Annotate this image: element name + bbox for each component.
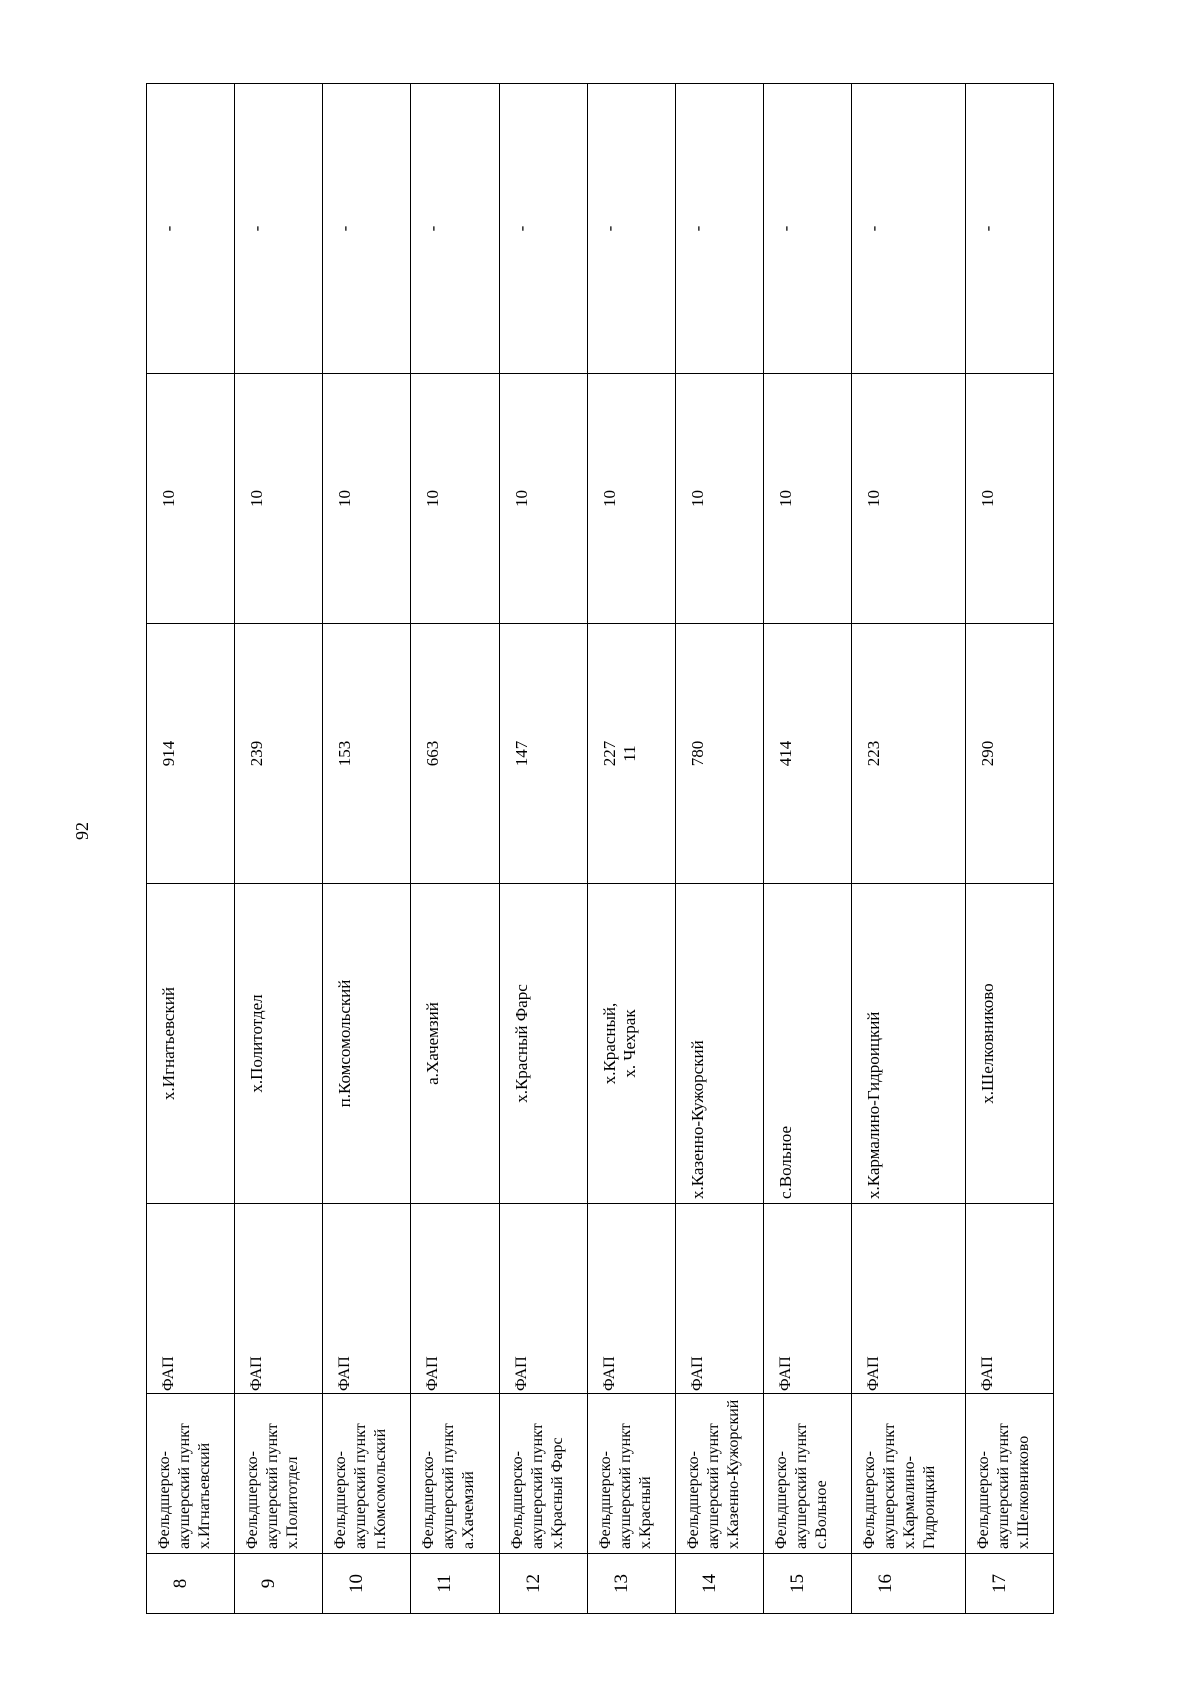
extra-value: - xyxy=(965,84,1053,374)
facility-type: ФАП xyxy=(235,1204,323,1394)
facilities-table-wrapper xyxy=(146,84,1054,1614)
population xyxy=(499,624,587,884)
locality-line-1: х.Красный Фарс xyxy=(511,984,531,1103)
locality xyxy=(499,884,587,1204)
population-value: 290 xyxy=(977,740,997,767)
facility-name: Фельдшерско-акушерский пункт х.Красный xyxy=(587,1394,675,1554)
facility-type: ФАП xyxy=(411,1204,499,1394)
distance: 10 xyxy=(587,374,675,624)
locality-line-1: х.Игнатьевский xyxy=(159,987,178,1100)
distance: 10 xyxy=(675,374,763,624)
facility-name: Фельдшерско-акушерский пункт с.Вольное xyxy=(763,1394,851,1554)
locality xyxy=(965,884,1053,1204)
distance: 10 xyxy=(323,374,411,624)
distance: 10 xyxy=(235,374,323,624)
locality-line-1: х.Красный, xyxy=(599,1002,619,1085)
locality-line-1: х.Кармалино-Гидроицкий xyxy=(864,1011,884,1199)
locality-line-1: х.Шелковниково xyxy=(977,983,997,1104)
distance: 10 xyxy=(763,374,851,624)
row-number: 9 xyxy=(235,1554,323,1614)
population-value: 223 xyxy=(864,740,884,767)
table-row xyxy=(675,84,763,1614)
population xyxy=(675,624,763,884)
table-row xyxy=(965,84,1053,1614)
population-value: 227 xyxy=(599,740,619,767)
page-number: 92 xyxy=(72,822,92,840)
population xyxy=(852,624,966,884)
row-number: 13 xyxy=(587,1554,675,1614)
extra-value: - xyxy=(587,84,675,374)
table-row xyxy=(763,84,851,1614)
distance: 10 xyxy=(147,374,235,624)
locality xyxy=(323,884,411,1204)
facility-type: ФАП xyxy=(852,1204,966,1394)
table-row xyxy=(147,84,235,1614)
table-row xyxy=(323,84,411,1614)
population xyxy=(965,624,1053,884)
row-number: 14 xyxy=(675,1554,763,1614)
facility-type: ФАП xyxy=(323,1204,411,1394)
locality xyxy=(411,884,499,1204)
row-number: 15 xyxy=(763,1554,851,1614)
extra-value: - xyxy=(499,84,587,374)
locality-line-1: х.Казенно-Кужорский xyxy=(687,1040,707,1199)
population-value: 414 xyxy=(775,740,795,767)
population xyxy=(323,624,411,884)
locality-line-1: х.Политотдел xyxy=(247,994,267,1093)
extra-value: - xyxy=(763,84,851,374)
facility-name: Фельдшерско-акушерский пункт х.Красный Фарс xyxy=(499,1394,587,1554)
locality xyxy=(147,884,235,1204)
extra-value: - xyxy=(147,84,235,374)
locality-line-1: п.Комсомольский xyxy=(335,979,355,1108)
distance: 10 xyxy=(499,374,587,624)
locality-line-1: а.Хачемзий xyxy=(423,1002,443,1085)
facilities-table xyxy=(146,83,1054,1614)
distance: 10 xyxy=(852,374,966,624)
row-number: 11 xyxy=(411,1554,499,1614)
extra-value: - xyxy=(852,84,966,374)
facility-type: ФАП xyxy=(499,1204,587,1394)
facility-name: Фельдшерско-акушерский пункт п.Комсомольский xyxy=(323,1394,411,1554)
extra-value: - xyxy=(411,84,499,374)
locality-line-2: х. Чехрак xyxy=(619,1009,639,1078)
extra-value: - xyxy=(235,84,323,374)
extra-value: - xyxy=(323,84,411,374)
facility-name: Фельдшерско-акушерский пункт х.Политотдел xyxy=(235,1394,323,1554)
population xyxy=(235,624,323,884)
locality xyxy=(675,884,763,1204)
row-number: 8 xyxy=(147,1554,235,1614)
facility-name: Фельдшерско-акушерский пункт х.Шелковниково xyxy=(965,1394,1053,1554)
population-value: 147 xyxy=(511,740,531,767)
population xyxy=(147,624,235,884)
table-row xyxy=(499,84,587,1614)
distance: 10 xyxy=(965,374,1053,624)
distance: 10 xyxy=(411,374,499,624)
facility-name: Фельдшерско-акушерский пункт х.Кармалино-Гидроицкий xyxy=(852,1394,966,1554)
facility-type: ФАП xyxy=(675,1204,763,1394)
population-value: 663 xyxy=(423,740,443,767)
population xyxy=(763,624,851,884)
locality xyxy=(763,884,851,1204)
table-row xyxy=(411,84,499,1614)
facility-type: ФАП xyxy=(587,1204,675,1394)
facility-type: ФАП xyxy=(965,1204,1053,1394)
population-value: 153 xyxy=(335,740,355,767)
population xyxy=(411,624,499,884)
population-value: 780 xyxy=(687,740,707,767)
facility-name: Фельдшерско-акушерский пункт х.Казенно-Кужорский xyxy=(675,1394,763,1554)
facility-name: Фельдшерско-акушерский пункт х.Игнатьевский xyxy=(147,1394,235,1554)
row-number: 10 xyxy=(323,1554,411,1614)
extra-value: - xyxy=(675,84,763,374)
population-value-2: 11 xyxy=(619,745,639,762)
locality xyxy=(587,884,675,1204)
locality-line-1: с.Вольное xyxy=(775,1126,795,1199)
facility-type: ФАП xyxy=(147,1204,235,1394)
locality xyxy=(852,884,966,1204)
population-value: 914 xyxy=(159,740,178,767)
locality xyxy=(235,884,323,1204)
row-number: 16 xyxy=(852,1554,966,1614)
table-row xyxy=(235,84,323,1614)
row-number: 12 xyxy=(499,1554,587,1614)
table-row xyxy=(587,84,675,1614)
population-value: 239 xyxy=(247,740,267,767)
table-row xyxy=(852,84,966,1614)
facility-name: Фельдшерско-акушерский пункт а.Хачемзий xyxy=(411,1394,499,1554)
facility-type: ФАП xyxy=(763,1204,851,1394)
population xyxy=(587,624,675,884)
row-number: 17 xyxy=(965,1554,1053,1614)
table-body xyxy=(147,84,1054,1614)
